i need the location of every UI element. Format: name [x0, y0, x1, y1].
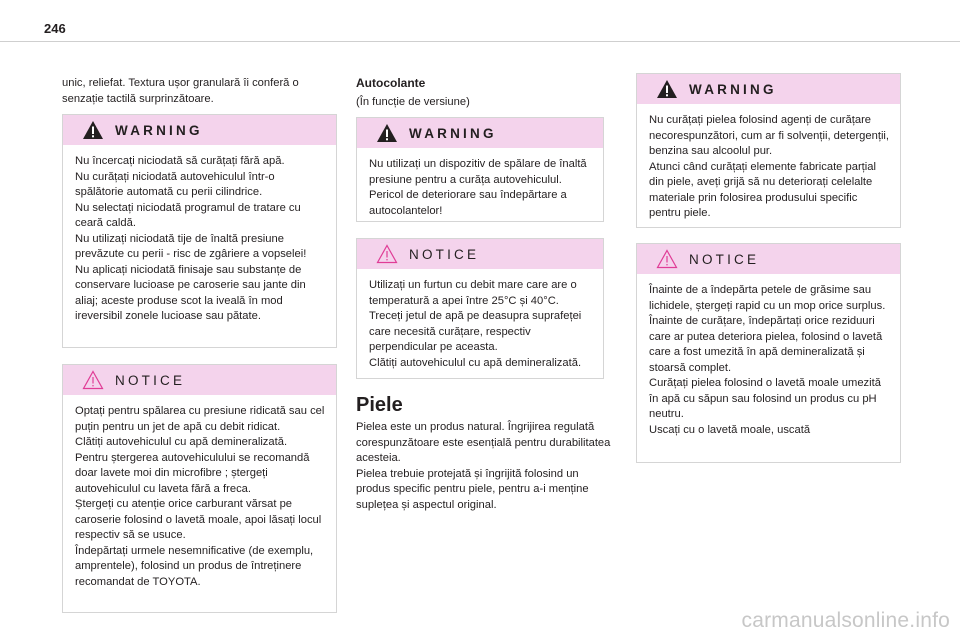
- right-notice-header: [637, 244, 900, 274]
- middle-notice-box: [356, 238, 604, 379]
- left-notice-line-1: Optați pentru spălarea cu presiune ridicată sau cel puțin pentru un jet de apă cu debit ridicat.: [75, 405, 325, 433]
- right-notice-line-3: Curățați pielea folosind o lavetă moale umezită în apă cu săpun sau folosind un produs cu pH neutru.: [649, 377, 881, 420]
- left-notice-line-3: Pentru ștergerea autovehiculului se recomandă doar lavete moi din microfibre ; ștergeți autovehiculul cu laveta fără a freca.: [75, 451, 310, 495]
- right-notice-title: NOTICE: [689, 251, 760, 267]
- left-warning-line-1: Nu încercați niciodată să curățați fără apă.: [75, 155, 285, 167]
- left-warning-line-3: Nu selectați niciodată programul de tratare cu ceară caldă.: [75, 201, 301, 229]
- sticker-heading: Autocolante: [356, 76, 426, 90]
- middle-notice-line-3: Clătiți autovehiculul cu apă demineralizată.: [369, 356, 582, 369]
- warning-triangle-icon: [82, 120, 104, 140]
- notice-triangle-icon: [376, 244, 398, 264]
- right-notice-box: [636, 243, 901, 463]
- right-warning-title: WARNING: [689, 81, 777, 97]
- right-warning-header: [637, 74, 900, 104]
- header-divider: [0, 41, 960, 42]
- left-warning-box: [62, 114, 337, 348]
- middle-warning-box: [356, 117, 604, 222]
- middle-warning-title: WARNING: [409, 125, 497, 141]
- left-notice-box: [62, 364, 337, 613]
- left-warning-line-4: Nu utilizați niciodată tije de înaltă presiune prevăzute cu perii - risc de zgâriere a vopselei!: [75, 232, 307, 260]
- right-notice-line-1: Înainte de a îndepărta petele de grăsime sau lichidele, ștergeți rapid cu un mop orice surplus.: [649, 284, 886, 312]
- right-warning-box: [636, 73, 901, 228]
- leather-paragraph-1: Pielea este un produs natural. Îngrijirea regulată corespunzătoare este esențială pentru durabilitatea acesteia.: [356, 421, 611, 464]
- watermark: carmanualsonline.info: [741, 609, 950, 632]
- left-warning-header: [63, 115, 336, 145]
- right-warning-line-2: Atunci când curățați elemente fabricate parțial din piele, aveți grijă să nu deteriorați celelalte materiale prin folosirea produsului specific pentru piele.: [649, 160, 876, 219]
- middle-notice-line-1: Utilizați un furtun cu debit mare care are o temperatură a apei între 25°C și 40°C.: [369, 279, 577, 307]
- middle-warning-line-2: Pericol de deteriorare sau îndepărtare a autocolantelor!: [369, 189, 567, 217]
- warning-triangle-icon: [656, 79, 678, 99]
- middle-notice-header: [357, 239, 603, 269]
- middle-warning-header: [357, 118, 603, 148]
- notice-triangle-icon: [656, 249, 678, 269]
- sticker-subheading: (În funcție de versiune): [356, 96, 470, 108]
- leather-paragraph-2: Pielea trebuie protejată și îngrijită folosind un produs specific pentru piele, pentru a-i menține suplețea și aspectul original.: [356, 467, 589, 511]
- page-number: 246: [44, 21, 66, 36]
- right-notice-line-4: Uscați cu o lavetă moale, uscată: [649, 423, 811, 436]
- left-intro: unic, reliefat. Textura ușor granulară îi conferă o senzație tactilă surprinzătoare.: [62, 77, 299, 105]
- notice-triangle-icon: [82, 370, 104, 390]
- left-notice-header: [63, 365, 336, 395]
- leather-section-title: Piele: [356, 394, 403, 416]
- left-notice-title: NOTICE: [115, 372, 186, 388]
- right-warning-body: [637, 104, 900, 228]
- right-notice-body: [637, 274, 900, 444]
- left-warning-body: [63, 145, 336, 331]
- left-notice-line-4: Ștergeți cu atenție orice carburant vărsat pe caroserie folosind o lavetă moale, apoi lăsați locul respectiv să se usuce.: [75, 498, 322, 541]
- left-notice-line-5: Îndepărtați urmele nesemnificative (de exemplu, amprentele), folosind un produs de întreținere recomandat de TOYOTA.: [75, 544, 314, 588]
- left-notice-line-2: Clătiți autovehiculul cu apă demineralizată.: [75, 436, 288, 448]
- right-notice-line-2: Înainte de curățare, îndepărtați orice reziduuri care ar putea deteriora pielea, folosind o lavetă care a fost umezită în apă demineralizată și stoarsă complet.: [649, 315, 883, 374]
- left-warning-line-2: Nu curățați niciodată autovehiculul într-o spălătorie automată cu perii cilindrice.: [75, 170, 275, 198]
- middle-notice-line-2: Treceți jetul de apă pe deasupra suprafeței care necesită curățare, respectiv perpendicular pe aceasta.: [369, 310, 582, 353]
- middle-warning-body: [357, 148, 603, 225]
- left-notice-body: [63, 395, 336, 596]
- warning-triangle-icon: [376, 123, 398, 143]
- middle-warning-line-1: Nu utilizați un dispozitiv de spălare de înaltă presiune pentru a curăța autovehiculul.: [369, 158, 587, 186]
- right-warning-line-1: Nu curățați pielea folosind agenți de curățare necorespunzători, cum ar fi solvenții, detergenții, benzina sau alcoolul pur.: [649, 114, 890, 157]
- middle-notice-title: NOTICE: [409, 246, 480, 262]
- leather-section-body: [356, 420, 612, 513]
- left-warning-line-5: Nu aplicați niciodată finisaje sau substanțe de conservare lucioase pe caroserie sau jante din aliaj; aceste produse scot la iveală în mod ireversibil zonele lucioase sau pătate.: [75, 263, 306, 322]
- left-warning-title: WARNING: [115, 122, 203, 138]
- middle-notice-body: [357, 269, 603, 377]
